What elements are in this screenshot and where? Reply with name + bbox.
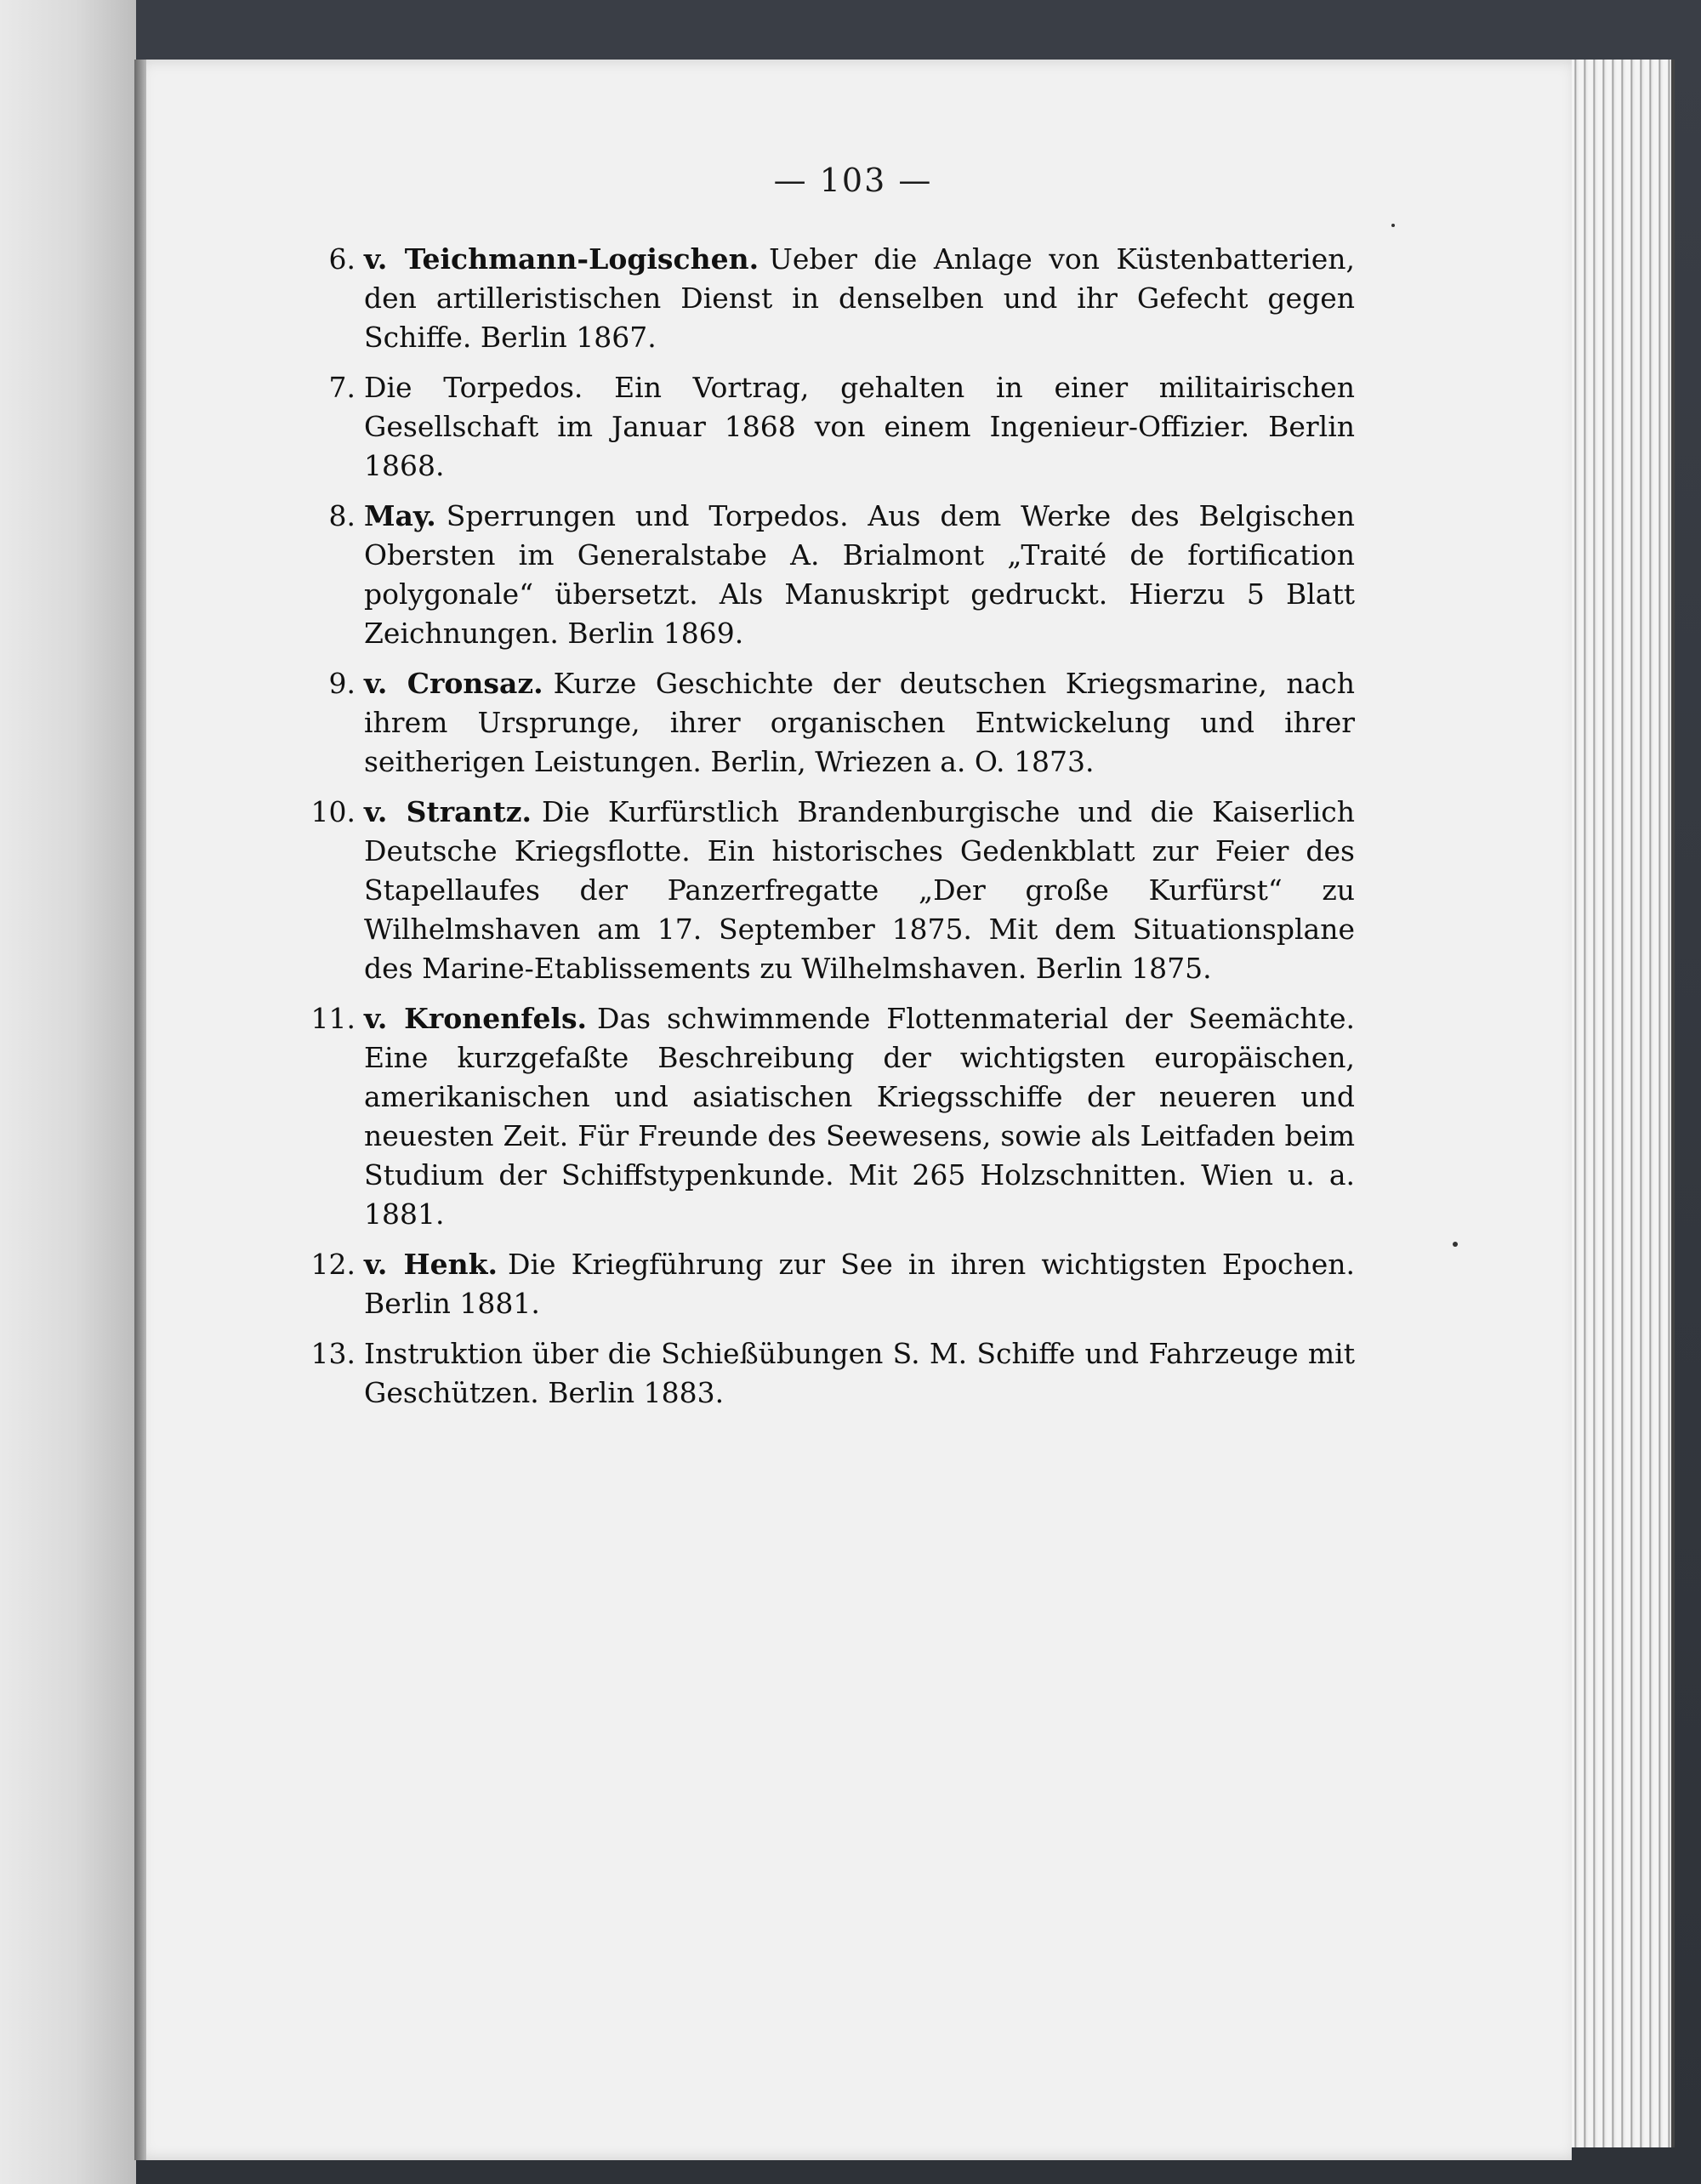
entry-number: 11. [310,1002,356,1035]
ink-speck [1453,1242,1458,1247]
list-item [310,1334,1355,1413]
entry-number: 12. [310,1248,356,1281]
entry-author: v. Kronenfels. [364,1002,588,1035]
entry-text: Kurze Geschichte der deutschen Kriegsmarine, nach ihrem Ursprunge, ihrer organischen Entwickelung und ihrer seitherigen Leistungen. Berlin, Wriezen a. O. 1873. [364,667,1355,778]
list-item [310,793,1355,988]
entry-author: v. Henk. [364,1248,498,1281]
list-item [313,240,1355,357]
entry-number: 9. [328,667,356,700]
page-gutter [134,60,146,2160]
entry-text: Die Torpedos. Ein Vortrag, gehalten in einer militairischen Gesellschaft im Januar 1868 von einem Ingenieur-Offizier. Berlin 1868. [364,371,1355,482]
book-page [134,60,1572,2160]
entry-number: 10. [310,795,356,828]
entry-author: May. [364,499,436,532]
entry-number: 6. [328,242,356,276]
list-item [313,664,1355,782]
bibliography-list [310,240,1356,1424]
page-number: — 103 — [773,162,933,199]
list-item [313,497,1355,653]
entry-author: v. Strantz. [364,795,532,828]
entry-text: Die Kriegführung zur See in ihren wichtigsten Epochen. Berlin 1881. [364,1248,1356,1320]
entry-text: Ueber die Anlage von Küstenbatterien, den artilleristischen Dienst in denselben und ihr Gefecht gegen Schiffe. Berlin 1867. [364,242,1355,354]
page-edges [1561,60,1675,2147]
entry-text: Das schwimmende Flottenmaterial der Seemächte. Eine kurzgefaßte Beschreibung der wichtigsten europäischen, amerikanischen und asiatischen Kriegsschiffe der neueren und neuesten Zeit. Für Freunde des Seewesens, sowie als Leitfaden beim Studium der Schiffstypenkunde. Mit 265 Holzschnitten. Wien u. a. 1881. [364,1002,1355,1231]
list-item [313,368,1355,486]
list-item [310,1245,1356,1323]
left-margin-strip [0,0,136,2184]
list-item [310,999,1355,1234]
entry-text: Instruktion über die Schießübungen S. M. Schiffe und Fahrzeuge mit Geschützen. Berlin 1883. [364,1337,1355,1409]
ink-speck [1391,224,1395,227]
entry-number: 13. [310,1337,356,1370]
entry-text: Sperrungen und Torpedos. Aus dem Werke des Belgischen Obersten im Generalstabe A. Brialmont „Traité de fortification polygonale“ übersetzt. Als Manuskript gedruckt. Hierzu 5 Blatt Zeichnungen. Berlin 1869. [364,499,1355,650]
entry-number: 7. [328,371,356,404]
entry-number: 8. [328,499,356,532]
entry-author: v. Teichmann-Logischen. [364,242,759,276]
entry-author: v. Cronsaz. [364,667,543,700]
entry-text: Die Kurfürstlich Brandenburgische und die Kaiserlich Deutsche Kriegsflotte. Ein historisches Gedenkblatt zur Feier des Stapellaufes der Panzerfregatte „Der große Kurfürst“ zu Wilhelmshaven am 17. September 1875. Mit dem Situationsplane des Marine-Etablissements zu Wilhelmshaven. Berlin 1875. [364,795,1355,985]
